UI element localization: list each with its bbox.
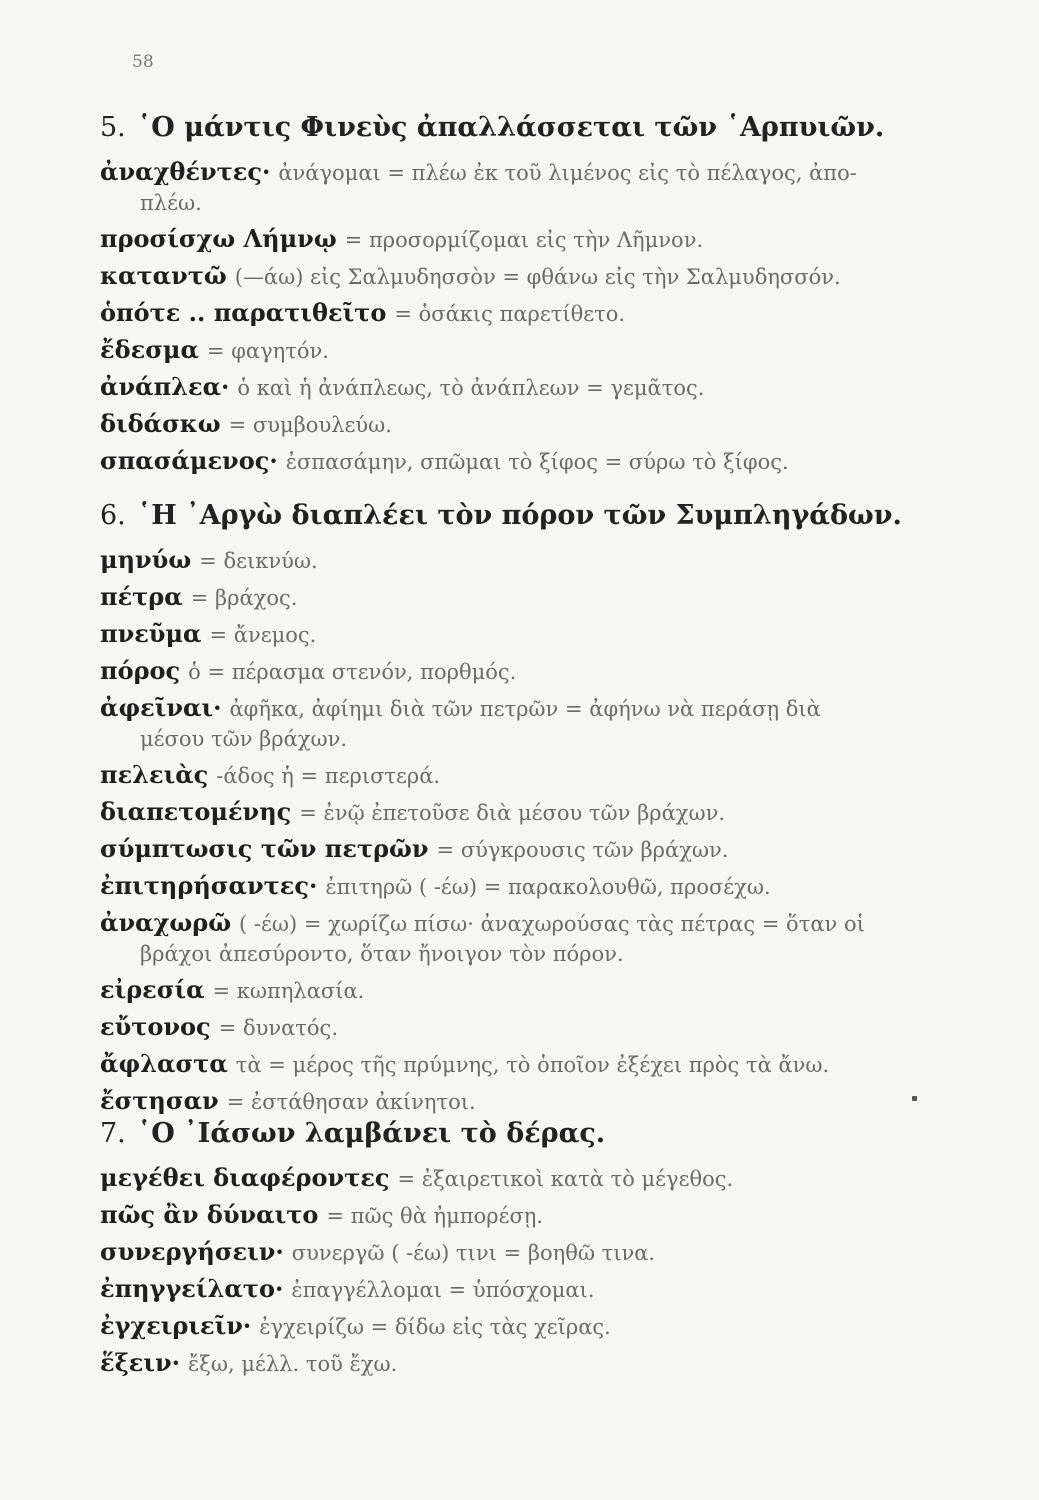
glossary-entry (100, 760, 980, 791)
glossary-entry (100, 834, 980, 865)
section-title: ῾Η ᾽Αργὼ διαπλέει τὸν πόρον τῶν Συμπληγάδων. (137, 500, 902, 531)
entry-term: εἰρεσία (100, 975, 205, 1004)
entry-term: μεγέθει διαφέροντες (100, 1163, 390, 1192)
entry-term: ἐπιτηρήσαντες· (100, 871, 318, 900)
entry-gloss: = δυνατός. (218, 1016, 338, 1040)
entry-gloss: συνεργῶ ( -έω) τινι = βοηθῶ τινα. (291, 1241, 656, 1265)
glossary-entry (100, 446, 980, 477)
glossary-entry (100, 409, 980, 440)
entry-term: σπασάμενος· (100, 446, 278, 475)
section-heading (100, 112, 980, 143)
entry-gloss: = κωπηλασία. (212, 979, 365, 1003)
page-number: 58 (132, 52, 154, 72)
entry-term: διδάσκω (100, 409, 221, 438)
section-number: 6. (100, 500, 126, 531)
entry-gloss: ὁ = πέρασμα στενόν, πορθμός. (188, 660, 517, 684)
entry-term: προσίσχω Λήμνῳ (100, 224, 337, 253)
entry-gloss: = ἐξαιρετικοὶ κατὰ τὸ μέγεθος. (397, 1167, 734, 1191)
entry-term: διαπετομένης (100, 797, 292, 826)
entry-term: πελειὰς (100, 760, 209, 789)
entry-gloss: ὁ καὶ ἡ ἀνάπλεως, τὸ ἀνάπλεων = γεμᾶτος. (237, 376, 705, 400)
entry-term: ὁπότε .. παρατιθεῖτο (100, 298, 387, 327)
entry-gloss: = ἄνεμος. (209, 623, 317, 647)
entry-continuation: βράχοι ἀπεσύροντο, ὅταν ἤνοιγον τὸν πόρον. (140, 942, 624, 966)
glossary-entry (100, 1200, 980, 1231)
section-7 (100, 1118, 980, 1385)
glossary-entry (100, 1049, 980, 1080)
entry-gloss: ἀφῆκα, ἀφίημι διὰ τῶν πετρῶν = ἀφήνω νὰ περάσῃ διὰ (229, 697, 821, 721)
entry-term: ἐπηγγείλατο· (100, 1274, 284, 1303)
entry-gloss: = συμβουλεύω. (228, 413, 392, 437)
entry-gloss: (—άω) εἰς Σαλμυδησσὸν = φθάνω εἰς τὴν Σαλμυδησσόν. (234, 265, 841, 289)
entry-gloss: = ὁσάκις παρετίθετο. (394, 302, 626, 326)
glossary-entry (100, 224, 980, 255)
entry-gloss: = προσορμίζομαι εἰς τὴν Λῆμνον. (344, 228, 704, 252)
glossary-entry (100, 1274, 980, 1305)
entry-gloss: = ἐνῷ ἐπετοῦσε διὰ μέσου τῶν βράχων. (299, 801, 726, 825)
print-mark (912, 1096, 917, 1101)
glossary-entry (100, 261, 980, 292)
section-heading (100, 1118, 980, 1149)
entry-term: καταντῶ (100, 261, 227, 290)
entry-gloss: = δεικνύω. (199, 549, 318, 573)
entry-term: ἀφεῖναι· (100, 693, 222, 722)
glossary-entry (100, 1348, 980, 1379)
entry-continuation: πλέω. (140, 191, 202, 215)
glossary-entry (100, 372, 980, 403)
glossary-entry (100, 335, 980, 366)
glossary-entry (100, 619, 980, 650)
section-title: ῾Ο ᾽Ιάσων λαμβάνει τὸ δέρας. (137, 1118, 606, 1149)
entry-term: ἀναχθέντες· (100, 157, 271, 186)
entry-gloss: ἀνάγομαι = πλέω ἐκ τοῦ λιμένος εἰς τὸ πέλαγος, ἀπο- (278, 161, 857, 185)
entry-term: σύμπτωσις τῶν πετρῶν (100, 834, 429, 863)
glossary-entry (100, 298, 980, 329)
glossary-entry (100, 656, 980, 687)
entry-gloss: = ἐστάθησαν ἀκίνητοι. (226, 1090, 476, 1114)
glossary-entry (100, 908, 980, 969)
glossary-entry (100, 1311, 980, 1342)
glossary-entry (100, 1163, 980, 1194)
entry-term: ἕξειν· (100, 1348, 181, 1377)
glossary-entry (100, 157, 980, 218)
entry-term: ἔδεσμα (100, 335, 199, 364)
entry-gloss: -άδος ἡ = περιστερά. (216, 764, 441, 788)
entry-term: πέτρα (100, 582, 183, 611)
entry-term: ἀναχωρῶ (100, 908, 232, 937)
entry-term: ἀνάπλεα· (100, 372, 230, 401)
entry-term: μηνύω (100, 545, 192, 574)
glossary-entry (100, 1086, 980, 1117)
glossary-entry (100, 693, 980, 754)
glossary-entry (100, 975, 980, 1006)
glossary-entry (100, 871, 980, 902)
entry-term: εὔτονος (100, 1012, 211, 1041)
entry-gloss: τὰ = μέρος τῆς πρύμνης, τὸ ὁποῖον ἐξέχει πρὸς τὰ ἄνω. (235, 1053, 830, 1077)
entry-term: πῶς ἂν δύναιτο (100, 1200, 319, 1229)
section-title: ῾Ο μάντις Φινεὺς ἀπαλλάσσεται τῶν ῾Αρπυιῶν. (137, 112, 885, 143)
entry-gloss: = βράχος. (190, 586, 298, 610)
entry-gloss: = φαγητόν. (206, 339, 329, 363)
entry-gloss: = πῶς θὰ ἠμπορέσῃ. (326, 1204, 544, 1228)
entry-term: πνεῦμα (100, 619, 202, 648)
section-heading (100, 500, 980, 531)
entry-gloss: = σύγκρουσις τῶν βράχων. (436, 838, 729, 862)
entry-gloss: ἐγχειρίζω = δίδω εἰς τὰς χεῖρας. (259, 1315, 611, 1339)
entry-gloss: ( -έω) = χωρίζω πίσω· ἀναχωρούσας τὰς πέτρας = ὅταν οἱ (239, 912, 865, 936)
glossary-entry (100, 1237, 980, 1268)
entry-term: πόρος (100, 656, 181, 685)
section-5 (100, 112, 980, 483)
entry-term: ἐγχειριεῖν· (100, 1311, 252, 1340)
entry-continuation: μέσου τῶν βράχων. (140, 727, 348, 751)
entry-gloss: ἐπαγγέλλομαι = ὑπόσχομαι. (291, 1278, 595, 1302)
glossary-entry (100, 1012, 980, 1043)
glossary-entry (100, 797, 980, 828)
section-6 (100, 500, 980, 1123)
glossary-entry (100, 582, 980, 613)
entry-gloss: ἔξω, μέλλ. τοῦ ἔχω. (188, 1352, 398, 1376)
entry-term: συνεργήσειν· (100, 1237, 284, 1266)
entry-term: ἔστησαν (100, 1086, 219, 1115)
entry-gloss: ἐσπασάμην, σπῶμαι τὸ ξίφος = σύρω τὸ ξίφος. (285, 450, 789, 474)
section-number: 5. (100, 112, 126, 143)
section-number: 7. (100, 1118, 126, 1149)
entry-term: ἄφλαστα (100, 1049, 228, 1078)
glossary-entry (100, 545, 980, 576)
entry-gloss: ἐπιτηρῶ ( -έω) = παρακολουθῶ, προσέχω. (325, 875, 771, 899)
